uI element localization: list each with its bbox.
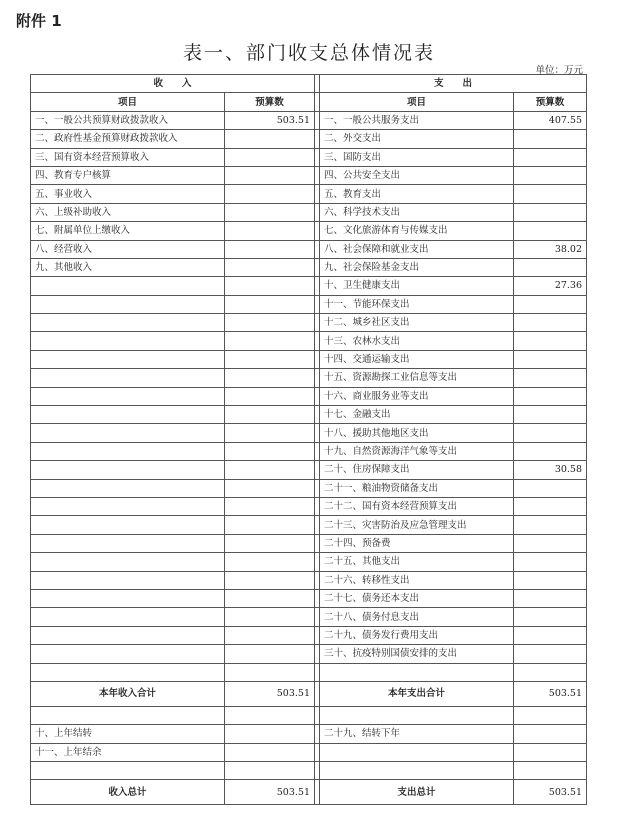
income-item-cell [31,424,225,442]
expense-amount-cell: 503.51 [514,681,587,706]
expense-item-cell: 十九、自然资源海洋气象等支出 [320,442,514,460]
income-amount-cell [225,148,315,166]
income-amount-cell [225,663,315,681]
expense-amount-cell [514,148,587,166]
expense-item-cell [320,743,514,761]
income-item-cell [31,387,225,405]
income-amount-cell: 503.51 [225,780,315,805]
table-row [31,314,587,332]
income-amount-cell [225,166,315,184]
income-item-cell [31,314,225,332]
expense-item-cell: 二十六、转移性支出 [320,571,514,589]
expense-item-cell: 十八、援助其他地区支出 [320,424,514,442]
income-item-cell [31,406,225,424]
table-row [31,240,587,258]
table-row [31,743,587,761]
expense-amount-cell [514,663,587,681]
expense-item-cell: 二十八、债务付息支出 [320,608,514,626]
expense-amount-cell [514,479,587,497]
table-row [31,111,587,129]
income-item-cell [31,479,225,497]
expense-item-cell: 一、一般公共服务支出 [320,111,514,129]
expense-item-cell: 七、文化旅游体育与传媒支出 [320,222,514,240]
income-amount-cell [225,350,315,368]
expense-item-cell: 十一、节能环保支出 [320,295,514,313]
expense-item-cell: 九、社会保险基金支出 [320,258,514,276]
expense-item-cell: 三、国防支出 [320,148,514,166]
income-amount-cell [225,222,315,240]
expense-amount-cell: 503.51 [514,780,587,805]
table-row [31,166,587,184]
income-item-cell [31,461,225,479]
table-row [31,461,587,479]
income-amount-cell: 503.51 [225,111,315,129]
table-row [31,645,587,663]
expense-amount-cell [514,516,587,534]
expense-amount-cell [514,369,587,387]
expense-amount-cell [514,589,587,607]
table-row [31,706,587,724]
table-row [31,185,587,203]
income-amount-cell [225,589,315,607]
income-amount-cell [225,645,315,663]
income-amount-cell [225,571,315,589]
expense-amount-cell [514,130,587,148]
income-section-header: 收 入 [31,75,315,93]
grand-total-row [31,780,587,805]
table-row [31,203,587,221]
expense-amount-cell [514,185,587,203]
income-item-header: 项目 [31,93,225,111]
income-item-cell [31,516,225,534]
income-amount-cell [225,626,315,644]
expense-amount-cell [514,645,587,663]
income-amount-cell [225,743,315,761]
expense-amount-cell [514,608,587,626]
table-row [31,725,587,743]
income-item-cell [31,295,225,313]
expense-item-cell [320,663,514,681]
expense-item-cell: 二、外交支出 [320,130,514,148]
expense-item-cell: 十二、城乡社区支出 [320,314,514,332]
table-row [31,387,587,405]
budget-table-container [30,74,586,805]
table-row [31,762,587,780]
expense-amount-cell [514,332,587,350]
budget-table [30,74,587,805]
expense-item-cell: 本年支出合计 [320,681,514,706]
expense-amount-cell [514,534,587,552]
income-amount-cell [225,442,315,460]
table-row [31,258,587,276]
expense-amount-cell [514,626,587,644]
expense-item-cell: 二十一、粮油物资储备支出 [320,479,514,497]
expense-item-cell: 四、公共安全支出 [320,166,514,184]
income-amount-cell [225,461,315,479]
expense-item-cell: 十六、商业服务业等支出 [320,387,514,405]
expense-amount-cell [514,406,587,424]
expense-item-cell: 十、卫生健康支出 [320,277,514,295]
income-amount-cell [225,185,315,203]
expense-item-cell: 支出总计 [320,780,514,805]
income-item-cell [31,553,225,571]
expense-amount-cell [514,725,587,743]
income-amount-cell [225,369,315,387]
expense-amount-cell [514,424,587,442]
income-item-cell [31,608,225,626]
expense-item-cell: 十七、金融支出 [320,406,514,424]
income-item-cell [31,589,225,607]
expense-amount-cell [514,706,587,724]
income-budget-header: 预算数 [225,93,315,111]
expense-item-header: 项目 [320,93,514,111]
table-row [31,295,587,313]
income-item-cell: 九、其他收入 [31,258,225,276]
income-amount-cell [225,314,315,332]
expense-amount-cell [514,166,587,184]
unit-label: 单位：万元 [535,65,583,76]
income-item-cell [31,645,225,663]
income-item-cell: 八、经营收入 [31,240,225,258]
year-total-row [31,681,587,706]
expense-amount-cell [514,258,587,276]
expense-item-cell: 十五、资源勘探工业信息等支出 [320,369,514,387]
expense-section-header: 支 出 [320,75,587,93]
income-amount-cell [225,240,315,258]
table-row [31,534,587,552]
income-item-cell [31,663,225,681]
expense-item-cell: 二十三、灾害防治及应急管理支出 [320,516,514,534]
expense-item-cell [320,762,514,780]
expense-amount-cell: 30.58 [514,461,587,479]
income-amount-cell [225,479,315,497]
expense-amount-cell [514,314,587,332]
table-row [31,369,587,387]
income-item-cell: 收入总计 [31,780,225,805]
table-row [31,553,587,571]
expense-amount-cell [514,222,587,240]
expense-item-cell: 二十四、预备费 [320,534,514,552]
expense-item-cell: 二十九、结转下年 [320,725,514,743]
income-item-cell [31,762,225,780]
income-amount-cell: 503.51 [225,681,315,706]
income-item-cell [31,369,225,387]
table-row [31,571,587,589]
income-item-cell [31,706,225,724]
expense-item-cell: 二十二、国有资本经营预算支出 [320,497,514,515]
expense-item-cell: 十四、交通运输支出 [320,350,514,368]
table-row [31,442,587,460]
expense-amount-cell [514,762,587,780]
income-item-cell [31,277,225,295]
expense-amount-cell [514,571,587,589]
expense-amount-cell [514,743,587,761]
expense-item-cell: 三十、抗疫特别国债安排的支出 [320,645,514,663]
income-amount-cell [225,295,315,313]
table-row [31,608,587,626]
table-row [31,663,587,681]
income-amount-cell [225,516,315,534]
table-row [31,222,587,240]
income-amount-cell [225,277,315,295]
table-row [31,589,587,607]
income-item-cell [31,497,225,515]
expense-item-cell: 八、社会保障和就业支出 [320,240,514,258]
table-row [31,148,587,166]
income-item-cell: 七、附属单位上缴收入 [31,222,225,240]
expense-amount-cell [514,203,587,221]
table-row [31,626,587,644]
expense-amount-cell [514,350,587,368]
expense-amount-cell: 38.02 [514,240,587,258]
expense-amount-cell [514,295,587,313]
table-row [31,277,587,295]
income-amount-cell [225,203,315,221]
table-row [31,516,587,534]
expense-amount-cell [514,553,587,571]
income-amount-cell [225,332,315,350]
expense-amount-cell [514,387,587,405]
income-item-cell [31,350,225,368]
expense-amount-cell: 407.55 [514,111,587,129]
income-amount-cell [225,497,315,515]
income-item-cell: 一、一般公共预算财政拨款收入 [31,111,225,129]
expense-item-cell: 二十九、债务发行费用支出 [320,626,514,644]
table-row [31,130,587,148]
income-item-cell: 五、事业收入 [31,185,225,203]
expense-item-cell: 二十五、其他支出 [320,553,514,571]
table-row [31,497,587,515]
income-item-cell [31,332,225,350]
expense-item-cell: 二十、住房保障支出 [320,461,514,479]
income-item-cell [31,442,225,460]
attachment-label: 附件 1 [16,12,62,30]
income-item-cell: 十、上年结转 [31,725,225,743]
expense-amount-cell [514,442,587,460]
expense-item-cell: 五、教育支出 [320,185,514,203]
income-item-cell: 十一、上年结余 [31,743,225,761]
income-item-cell: 二、政府性基金预算财政拨款收入 [31,130,225,148]
page-title: 表一、部门收支总体情况表 [182,42,435,64]
income-amount-cell [225,387,315,405]
income-amount-cell [225,762,315,780]
income-amount-cell [225,553,315,571]
table-row [31,406,587,424]
income-item-cell: 三、国有资本经营预算收入 [31,148,225,166]
income-amount-cell [225,130,315,148]
income-item-cell [31,626,225,644]
table-row [31,350,587,368]
table-row [31,424,587,442]
expense-item-cell [320,706,514,724]
income-item-cell [31,571,225,589]
income-amount-cell [225,706,315,724]
column-header-row [31,93,587,111]
income-amount-cell [225,406,315,424]
expense-item-cell: 二十七、债务还本支出 [320,589,514,607]
section-header-row [31,75,587,93]
expense-amount-cell [514,497,587,515]
income-amount-cell [225,725,315,743]
income-amount-cell [225,258,315,276]
income-item-cell [31,534,225,552]
income-amount-cell [225,424,315,442]
income-amount-cell [225,534,315,552]
income-item-cell: 六、上级补助收入 [31,203,225,221]
table-row [31,332,587,350]
expense-item-cell: 十三、农林水支出 [320,332,514,350]
income-item-cell: 本年收入合计 [31,681,225,706]
expense-budget-header: 预算数 [514,93,587,111]
income-amount-cell [225,608,315,626]
expense-item-cell: 六、科学技术支出 [320,203,514,221]
table-row [31,479,587,497]
income-item-cell: 四、教育专户核算 [31,166,225,184]
expense-amount-cell: 27.36 [514,277,587,295]
